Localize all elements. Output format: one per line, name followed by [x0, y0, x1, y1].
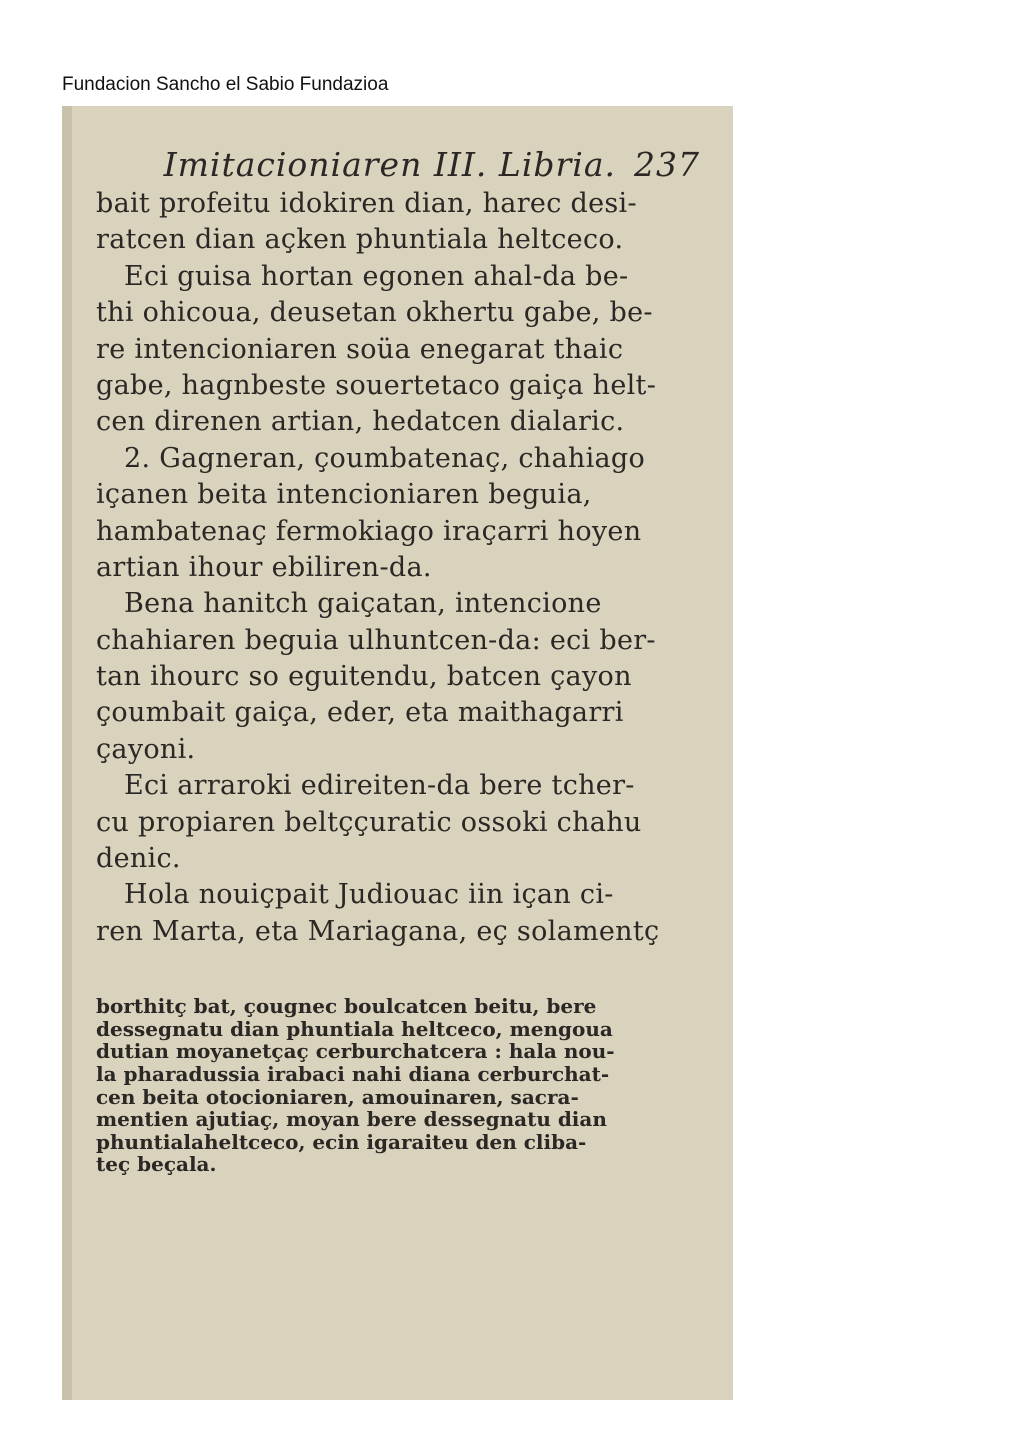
text-line: chahiaren beguia ulhuntcen-da: eci ber-: [96, 624, 656, 656]
note-line: dutian moyanetçaç cerburchatcera : hala nou-: [96, 1039, 615, 1064]
text-line: Hola nouiçpait Judiouac iin içan ci-: [124, 879, 614, 911]
note-line: teç beçala.: [96, 1152, 217, 1177]
text-line: içanen beita intencioniaren beguia,: [96, 479, 592, 511]
body-text: [96, 186, 700, 950]
text-line: cu propiaren beltççuratic ossoki chahu: [96, 806, 642, 838]
footnote-text: [96, 995, 700, 1176]
note-line: dessegnatu dian phuntiala heltceco, mengoua: [96, 1016, 613, 1041]
page-text: [96, 144, 700, 1176]
text-line: re intencioniaren soüa enegarat thaic: [96, 333, 624, 365]
page-number: 237: [634, 145, 700, 184]
text-line: ratcen dian açken phuntiala heltceco.: [96, 224, 624, 256]
text-line: denic.: [96, 843, 181, 875]
text-line: çayoni.: [96, 733, 196, 765]
running-head-title: Imitacioniaren III. Libria.: [163, 145, 616, 184]
text-line: cen direnen artian, hedatcen dialaric.: [96, 406, 625, 438]
note-line: cen beita otocioniaren, amouinaren, sacra-: [96, 1084, 579, 1109]
document-header: Fundacion Sancho el Sabio Fundazioa: [62, 74, 389, 95]
text-line: ren Marta, eta Mariagana, eç solamentç: [96, 915, 660, 947]
note-line: phuntialaheltceco, ecin igaraiteu den cliba-: [96, 1129, 587, 1154]
note-line: borthitç bat, çougnec boulcatcen beitu, bere: [96, 994, 597, 1019]
text-line: Bena hanitch gaiçatan, intencione: [124, 588, 602, 620]
text-line: gabe, hagnbeste souertetaco gaiça helt-: [96, 369, 657, 401]
running-head: [96, 144, 700, 186]
text-line: Eci arraroki edireiten-da bere tcher-: [124, 770, 635, 802]
note-line: la pharadussia irabaci nahi diana cerburchat-: [96, 1061, 610, 1086]
text-line: thi ohicoua, deusetan okhertu gabe, be-: [96, 297, 653, 329]
note-line: mentien ajutiaç, moyan bere dessegnatu dian: [96, 1107, 607, 1132]
text-line: 2. Gagneran, çoumbatenaç, chahiago: [124, 442, 646, 474]
text-line: çoumbait gaiça, eder, eta maithagarri: [96, 697, 624, 729]
text-line: bait profeitu idokiren dian, harec desi-: [96, 188, 637, 219]
text-line: tan ihourc so eguitendu, batcen çayon: [96, 661, 632, 693]
note-separator: [96, 950, 700, 995]
page-edge-shadow: [62, 106, 72, 1400]
scanned-page: [62, 106, 733, 1400]
text-line: artian ihour ebiliren-da.: [96, 551, 432, 583]
text-line: hambatenaç fermokiago iraçarri hoyen: [96, 515, 642, 547]
text-line: Eci guisa hortan egonen ahal-da be-: [124, 260, 629, 292]
